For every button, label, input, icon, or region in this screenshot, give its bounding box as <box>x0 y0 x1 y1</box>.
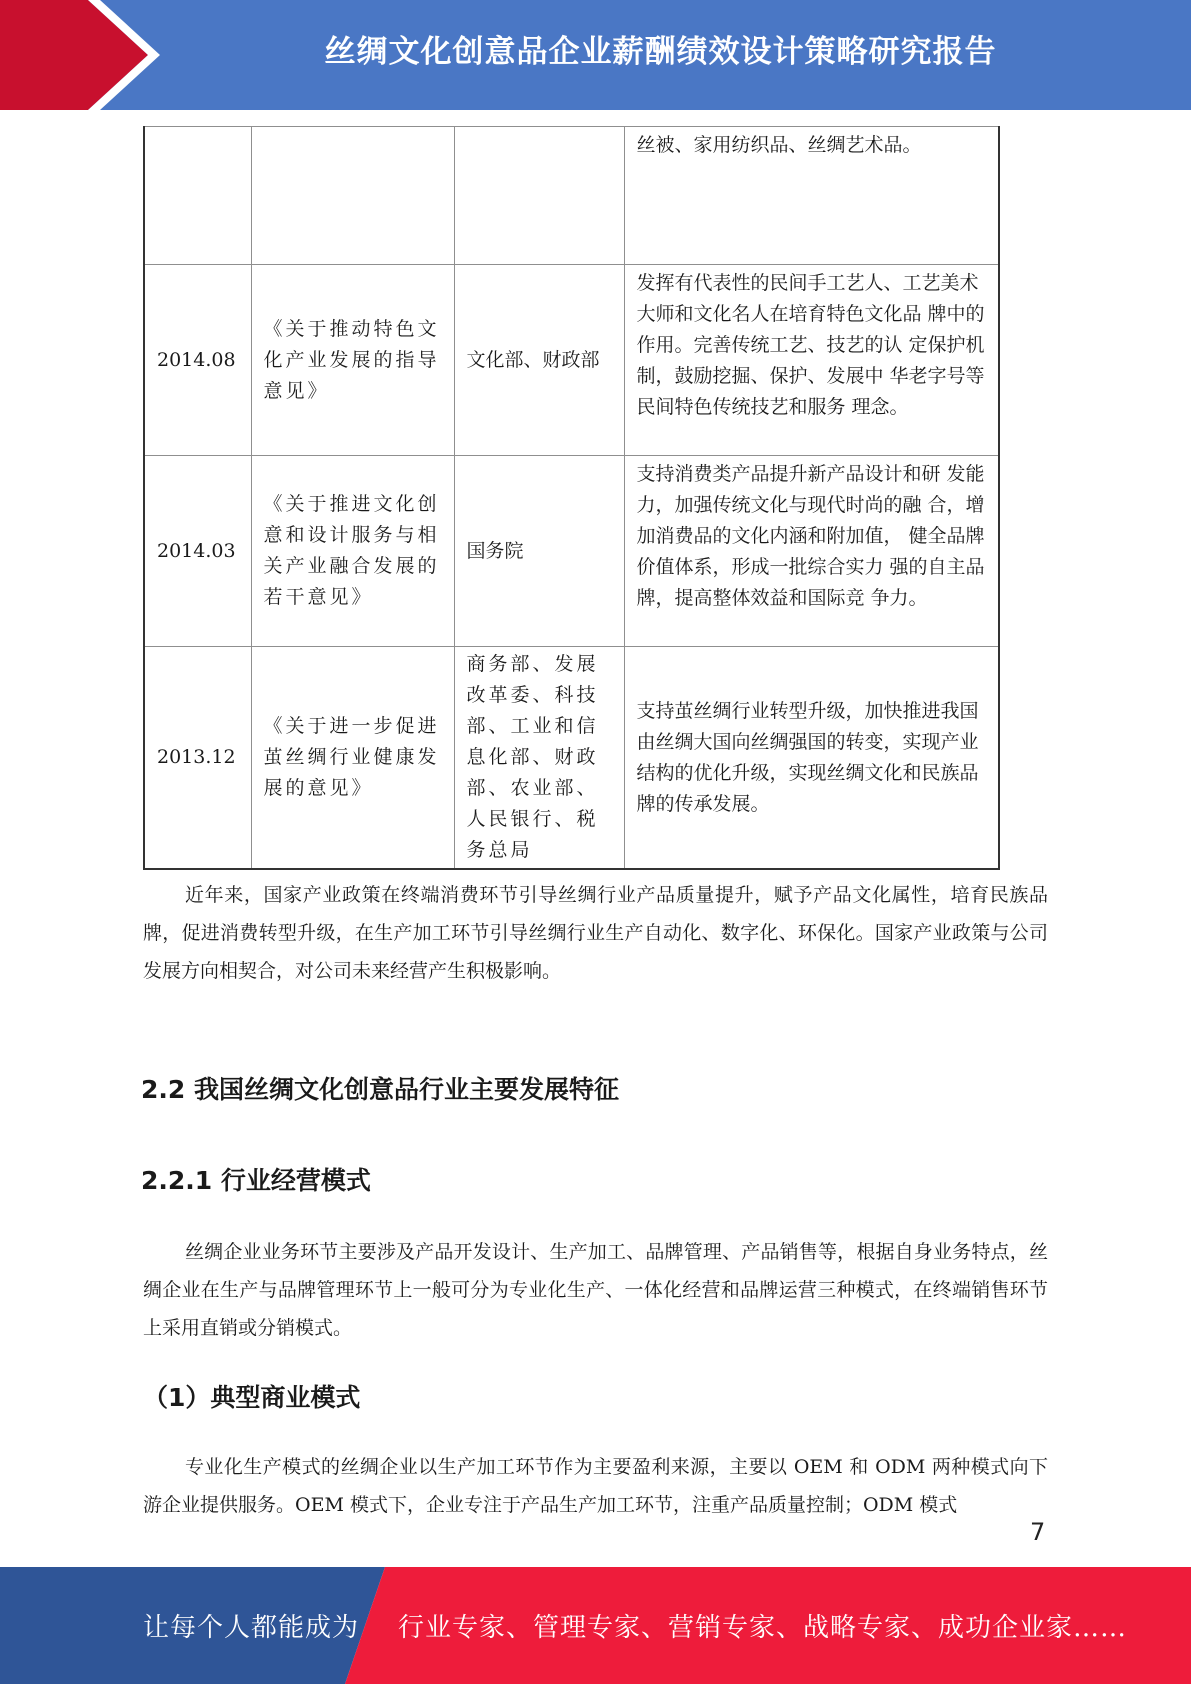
table-cell-content: 发挥有代表性的民间手工艺人、工艺美术大师和文化名人在培育特色文化品 牌中的作用。完善传统工艺、技艺的认 定保护机制，鼓励挖掘、保护、发展中 华老字号等民间特色传统技艺和服务 理念。 <box>624 265 999 456</box>
table-cell-content: 支持茧丝绸行业转型升级，加快推进我国由丝绸大国向丝绸强国的转变，实现产业结构的优化升级，实现丝绸文化和民族品牌的传承发展。 <box>624 647 999 870</box>
table-cell-date: 2013.12 <box>144 647 251 870</box>
section-heading-2-2-1: 2.2.1 行业经营模式 <box>141 1166 371 1195</box>
page-number: 7 <box>1030 1518 1046 1546</box>
subheading-typical-model: （1）典型商业模式 <box>143 1383 361 1412</box>
page-header <box>0 0 1191 110</box>
table-cell-agency: 文化部、财政部 <box>454 265 624 456</box>
table-cell-content: 支持消费类产品提升新产品设计和研 发能力，加强传统文化与现代时尚的融 合，增加消费品的文化内涵和附加值， 健全品牌价值体系，形成一批综合实力 强的自主品牌，提高整体效益和国际竞 争力。 <box>624 456 999 647</box>
table-row <box>144 265 999 456</box>
table-cell-date: 2014.03 <box>144 456 251 647</box>
policy-table <box>143 126 1000 870</box>
table-row <box>144 456 999 647</box>
paragraph-oem-odm: 专业化生产模式的丝绸企业以生产加工环节作为主要盈利来源，主要以 OEM 和 ODM 两种模式向下游企业提供服务。OEM 模式下，企业专注于产品生产加工环节，注重产品质量控制；ODM 模式 <box>143 1456 1048 1516</box>
table-cell-agency: 国务院 <box>454 456 624 647</box>
table-cell-title: 《关于进一步促进 茧丝绸行业健康发 展的意见》 <box>251 647 454 870</box>
table-row <box>144 127 999 265</box>
table-cell-date <box>144 127 251 265</box>
paragraph-business-model: 丝绸企业业务环节主要涉及产品开发设计、生产加工、品牌管理、产品销售等，根据自身业务特点，丝绸企业在生产与品牌管理环节上一般可分为专业化生产、一体化经营和品牌运营三种模式，在终端销售环节上采用直销或分销模式。 <box>143 1241 1048 1339</box>
header-title: 丝绸文化创意品企业薪酬绩效设计策略研究报告 <box>324 34 997 70</box>
footer-slogan-right: 行业专家、管理专家、营销专家、战略专家、成功企业家…… <box>398 1613 1128 1643</box>
page-footer <box>0 1567 1191 1684</box>
section-heading-2-2: 2.2 我国丝绸文化创意品行业主要发展特征 <box>141 1075 619 1104</box>
table-cell-title: 《关于推动特色文 化产业发展的指导 意见》 <box>251 265 454 456</box>
footer-slogan-left: 让每个人都能成为 <box>143 1613 360 1643</box>
table-cell-title <box>251 127 454 265</box>
table-cell-title: 《关于推进文化创 意和设计服务与相 关产业融合发展的 若干意见》 <box>251 456 454 647</box>
table-cell-agency <box>454 127 624 265</box>
table-cell-agency: 商务部、发展改革委、科技部、工业和信息化部、财政部、农业部、人民银行、税务总局 <box>454 647 624 870</box>
table-cell-date: 2014.08 <box>144 265 251 456</box>
paragraph-policy-summary: 近年来，国家产业政策在终端消费环节引导丝绸行业产品质量提升，赋予产品文化属性，培育民族品牌，促进消费转型升级，在生产加工环节引导丝绸行业生产自动化、数字化、环保化。国家产业政策与公司发展方向相契合，对公司未来经营产生积极影响。 <box>143 884 1048 982</box>
table-row <box>144 647 999 870</box>
table-cell-content: 丝被、家用纺织品、丝绸艺术品。 <box>624 127 999 265</box>
